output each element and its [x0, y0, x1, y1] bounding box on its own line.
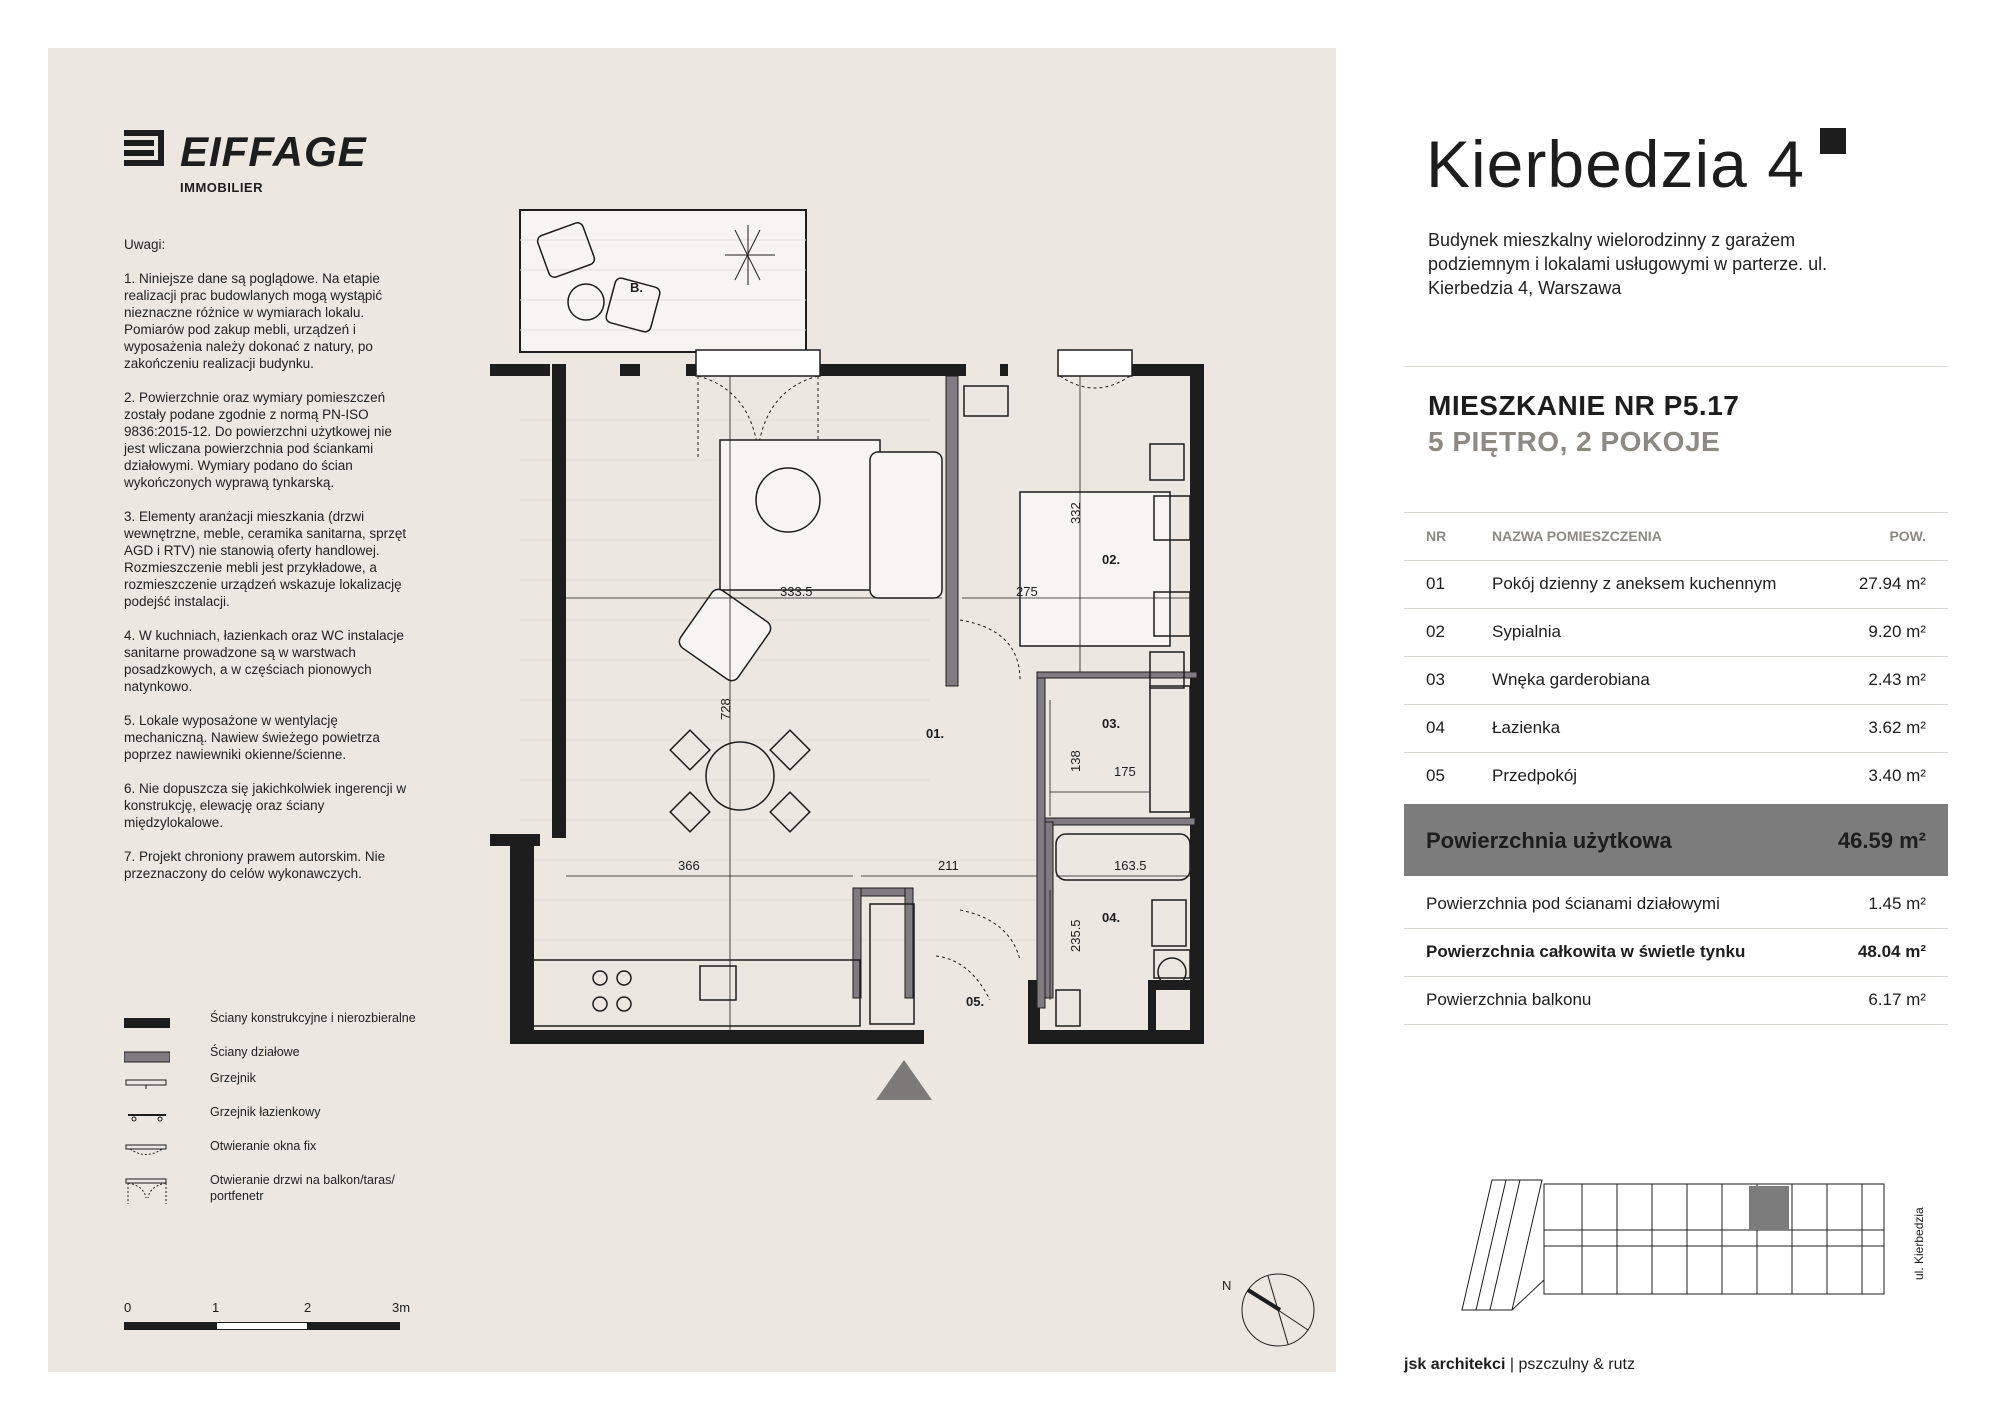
key-plan [1452, 1170, 1926, 1325]
table-row [1404, 656, 1948, 704]
row-nr: 03 [1426, 670, 1445, 689]
total-label: Powierzchnia użytkowa [1426, 828, 1672, 853]
title-square-icon [1820, 128, 1846, 154]
divider [1404, 1024, 1948, 1025]
summary-label: Powierzchnia pod ścianami działowymi [1426, 894, 1720, 913]
legend-row [124, 1172, 454, 1212]
radiator-icon [124, 1076, 170, 1090]
scale-bar [124, 1300, 414, 1340]
dimension-label: 275 [1016, 584, 1038, 599]
table-header-area: POW. [1889, 528, 1926, 544]
legend-row [124, 1138, 454, 1172]
dimension-label: 163.5 [1114, 858, 1147, 873]
summary-row [1404, 976, 1948, 1024]
row-name: Pokój dzienny z aneksem kuchennym [1492, 574, 1777, 593]
entrance-arrow-icon [876, 1060, 932, 1104]
bedroom-furniture-icon [964, 386, 1190, 688]
scale-label: 1 [212, 1300, 220, 1315]
row-nr: 04 [1426, 718, 1445, 737]
row-area: 3.62 m² [1868, 718, 1926, 737]
legend-label: Grzejnik [210, 1071, 256, 1085]
legend-row [124, 1070, 454, 1104]
summary-value: 1.45 m² [1868, 894, 1926, 913]
legend-label: Grzejnik łazienkowy [210, 1105, 321, 1119]
dimension-label: 333.5 [780, 584, 813, 599]
room-label-05: 05. [966, 994, 985, 1009]
note-item: 4. W kuchniach, łazienkach oraz WC instalacje sanitarne prowadzone są w warstwach posadzkowych, a w częściach pionowych natynkowo. [124, 628, 404, 694]
compass-icon [1218, 1270, 1318, 1350]
fixed-window-icon [124, 1144, 170, 1158]
room-label-balcony: B. [630, 280, 643, 295]
row-area: 3.40 m² [1868, 766, 1926, 785]
partner-name: pszczulny & rutz [1518, 1356, 1635, 1373]
row-nr: 01 [1426, 574, 1445, 593]
project-description: Budynek mieszkalny wielorodzinny z garażem podziemnym i lokalami usługowymi w parterze. ul. Kierbedzia 4, Warszawa [1428, 230, 1828, 298]
scale-label: 3m [392, 1300, 411, 1315]
partition-wall-icon [124, 1050, 170, 1064]
footer-credits [1404, 1356, 1635, 1374]
summary-row [1404, 880, 1948, 928]
total-area-bar [1404, 804, 1948, 876]
apartment-highlight [1749, 1186, 1789, 1230]
room-label-02: 02. [1102, 552, 1121, 567]
row-area: 2.43 m² [1868, 670, 1926, 689]
dimension-label: 366 [678, 858, 700, 873]
table-header-nr: NR [1426, 528, 1447, 544]
scale-label: 2 [304, 1300, 312, 1315]
bathroom-radiator-icon [124, 1110, 170, 1124]
row-name: Przedpokój [1492, 766, 1578, 785]
legend-row [124, 1104, 454, 1138]
decorative-stripes [1310, 128, 1334, 788]
room-label-01: 01. [926, 726, 945, 741]
note-item: 5. Lokale wyposażone w wentylację mechaniczną. Nawiew świeżego powietrza poprzez nawiewniki okienne/ścienne. [124, 713, 380, 762]
legend-row [124, 1044, 454, 1070]
total-value: 46.59 m² [1837, 828, 1926, 853]
key-plan-drawing [1452, 1170, 1912, 1320]
summary-value: 6.17 m² [1868, 990, 1926, 1009]
row-area: 9.20 m² [1868, 622, 1926, 641]
dimension-label: 728 [718, 698, 733, 720]
scale-segment [216, 1322, 308, 1330]
living-furniture-icon [670, 440, 945, 832]
apartment-floor: 5 PIĘTRO, 2 POKOJE [1428, 426, 1721, 457]
note-item: 3. Elementy aranżacji mieszkania (drzwi wewnętrzne, meble, ceramika sanitarna, sprzęt AGD i RTV) nie stanowią oferty handlowej. Rozmieszczenie mebli jest przykładowe, a rozmieszczenie urządzeń wskazuje lokalizację podejść instalacji. [124, 509, 407, 609]
divider [1404, 366, 1948, 367]
row-area: 27.94 m² [1858, 574, 1926, 593]
summary-value: 48.04 m² [1857, 942, 1926, 961]
apartment-number: MIESZKANIE NR P5.17 [1428, 390, 1740, 421]
project-title: Kierbedzia 4 [1426, 127, 1805, 201]
scale-label: 0 [124, 1300, 132, 1315]
bathroom-fixtures-icon [870, 686, 1190, 1026]
table-row [1404, 752, 1948, 800]
floor-plan [490, 200, 1230, 1070]
dimension-label: 235.5 [1068, 919, 1083, 952]
legend [124, 1010, 454, 1212]
structural-wall-icon [124, 1016, 170, 1030]
legend-label: Ściany działowe [210, 1045, 300, 1059]
note-item: 6. Nie dopuszcza się jakichkolwiek ingerencji w konstrukcję, elewację oraz ściany międzylokalowe. [124, 781, 407, 830]
room-label-04: 04. [1102, 910, 1121, 925]
notes-section [124, 236, 414, 899]
summary-label: Powierzchnia całkowita w świetle tynku [1426, 942, 1746, 961]
street-label: ul. Kierbedzia [1912, 1207, 1926, 1280]
dimension-label: 332 [1068, 502, 1083, 524]
footer-separator: | [1509, 1356, 1515, 1373]
note-item: 7. Projekt chroniony prawem autorskim. Nie przeznaczony do celów wykonawczych. [124, 849, 386, 881]
eiffage-logo-icon [124, 130, 168, 168]
notes-heading: Uwagi: [124, 237, 166, 252]
legend-row [124, 1010, 454, 1044]
logo-wordmark: EIFFAGE [180, 128, 367, 175]
table-row [1404, 560, 1948, 608]
legend-label: Ściany konstrukcyjne i nierozbieralne [210, 1011, 416, 1025]
note-item: 2. Powierzchnie oraz wymiary pomieszczeń zostały podane zgodnie z normą PN-ISO 9836:2015-12. Do powierzchni użytkowej nie jest wliczana powierzchnia pod ściankami działowymi. Wymiary podano do ścian wykończonych wyprawą tynkarską. [124, 390, 392, 490]
summary-row [1404, 928, 1948, 976]
room-label-03: 03. [1102, 716, 1121, 731]
row-name: Wnęka garderobiana [1492, 670, 1650, 689]
architect-name: jsk architekci [1404, 1356, 1506, 1373]
dimension-label: 138 [1068, 750, 1083, 772]
row-nr: 05 [1426, 766, 1445, 785]
compass-north-label: N [1222, 1278, 1232, 1293]
note-item: 1. Niniejsze dane są poglądowe. Na etapie realizacji prac budowlanych mogą wystąpić nieznaczne różnice w wymiarach lokalu. Pomiarów pod zakup mebli, urządzeń i wyposażenia należy dokonać z natury, po zakończeniu realizacji budynku. [124, 271, 383, 371]
legend-label: Otwieranie drzwi na balkon/taras/ portfenetr [210, 1173, 395, 1203]
table-header-name: NAZWA POMIESZCZENIA [1492, 528, 1662, 544]
dimension-label: 211 [938, 858, 959, 873]
balcony-door-icon [124, 1178, 170, 1206]
row-name: Sypialnia [1492, 622, 1561, 641]
kitchen-counter-icon [530, 960, 860, 1026]
scale-segment [124, 1322, 216, 1330]
legend-label: Otwieranie okna fix [210, 1139, 317, 1153]
row-nr: 02 [1426, 622, 1445, 641]
balcony-outline [520, 210, 806, 352]
table-row [1404, 608, 1948, 656]
scale-segment [308, 1322, 400, 1330]
logo-subtitle: IMMOBILIER [180, 180, 263, 195]
row-name: Łazienka [1492, 718, 1561, 737]
divider [1404, 512, 1948, 513]
compass [1218, 1270, 1318, 1355]
dimension-label: 175 [1114, 764, 1136, 779]
summary-label: Powierzchnia balkonu [1426, 990, 1592, 1009]
table-row [1404, 704, 1948, 752]
